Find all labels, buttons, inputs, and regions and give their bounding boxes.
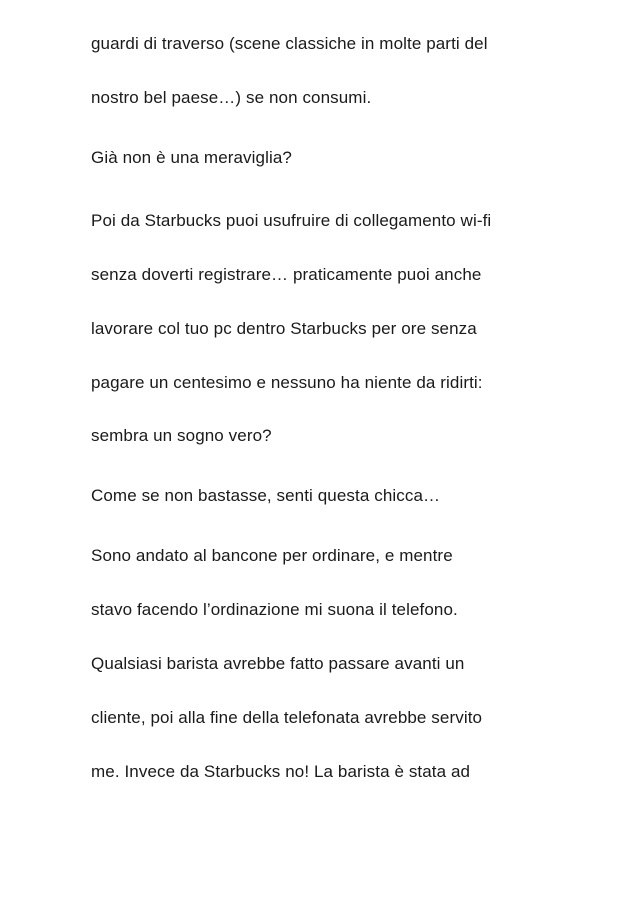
text-line: me. Invece da Starbucks no! La barista è stata ad [91, 762, 471, 781]
text-line: pagare un centesimo e nessuno ha niente da ridirti: [91, 373, 483, 392]
text-line: senza doverti registrare… praticamente puoi anche [91, 265, 482, 284]
text-line: cliente, poi alla fine della telefonata avrebbe servito [91, 708, 483, 727]
text-line: nostro bel paese…) se non consumi. [91, 88, 372, 107]
text-line: sembra un sogno vero? [91, 426, 272, 445]
text-line: Sono andato al bancone per ordinare, e mentre [91, 546, 453, 565]
text-line: Poi da Starbucks puoi usufruire di collegamento wi-fi [91, 211, 492, 230]
text-line: guardi di traverso (scene classiche in molte parti del [91, 34, 488, 53]
text-line: Come se non bastasse, senti questa chicca… [91, 486, 441, 505]
text-line: lavorare col tuo pc dentro Starbucks per ore senza [91, 319, 477, 338]
text-line: Qualsiasi barista avrebbe fatto passare avanti un [91, 654, 465, 673]
text-line: stavo facendo l’ordinazione mi suona il telefono. [91, 600, 458, 619]
text-line: Già non è una meraviglia? [91, 148, 292, 167]
